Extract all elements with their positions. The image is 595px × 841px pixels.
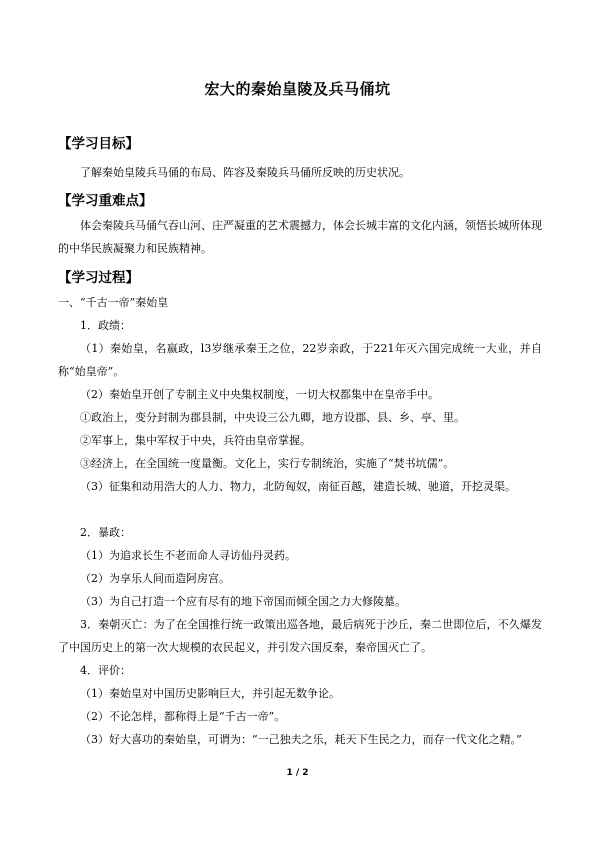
evaluation-3: （3）好大喜功的秦始皇，可谓为：“一己独夫之乐，耗天下生民之力，而存一代文化之精。” [80,733,522,746]
evaluation-2: （2）不论怎样，都称得上是“千古一帝”。 [80,710,286,723]
achievement-3: （3）征集和动用浩大的人力、物力，北防匈奴，南征百越，建造长城、驰道，开挖灵渠。 [80,480,516,493]
heading-key-points: 【学习重难点】 [58,193,153,209]
key-points-paragraph: 体会秦陵兵马俑气吞山河、庄严凝重的艺术震撼力，体会长城丰富的文化内涵，领悟长城所体现的中华民族凝聚力和民族精神。 [58,219,542,255]
tyranny-2: （2）为享乐人间而造阿房宫。 [80,572,230,585]
section-tyranny: 2．暴政： [80,526,131,539]
heading-learning-process: 【学习过程】 [58,270,139,286]
achievement-2b: ②军事上，集中军权于中央，兵符由皇帝掌握。 [80,434,311,447]
section-evaluation: 4．评价： [80,664,131,677]
section-fall: 3．秦朝灭亡：为了在全国推行统一政策出巡各地，最后病死于沙丘，秦二世即位后，不久爆发了中国历史上的第一次大规模的农民起义，并引发六国反秦，秦帝国灭亡了。 [58,618,542,654]
section-achievements: 1．政绩： [80,319,131,332]
achievement-1: （1）秦始皇，名嬴政，l3岁继承秦王之位，22岁亲政，于221年灭六国完成统一大业，并自称“始皇帝”。 [58,342,542,378]
heading-learning-goals: 【学习目标】 [58,136,139,152]
achievement-2a: ①政治上，变分封制为郡县制，中央设三公九卿，地方设郡、县、乡、亭、里。 [80,411,465,424]
achievement-2: （2）秦始皇开创了专制主义中央集权制度，一切大权都集中在皇帝手中。 [80,388,439,401]
page-title: 宏大的秦始皇陵及兵马俑坑 [204,80,391,98]
goal-paragraph: 了解秦始皇陵兵马俑的布局、阵容及秦陵兵马俑所反映的历史状况。 [80,166,410,179]
evaluation-1: （1）秦始皇对中国历史影响巨大，并引起无数争论。 [80,687,340,700]
part-one-heading: 一、“千古一帝”秦始皇 [58,296,169,309]
tyranny-3: （3）为自己打造一个应有尽有的地下帝国而倾全国之力大修陵墓。 [80,595,406,608]
achievement-2c: ③经济上，在全国统一度量衡。文化上，实行专制统治，实施了“焚书坑儒”。 [80,457,455,470]
tyranny-1: （1）为追求长生不老而命人寻访仙丹灵药。 [80,549,296,562]
page-number: 1 / 2 [286,768,309,778]
